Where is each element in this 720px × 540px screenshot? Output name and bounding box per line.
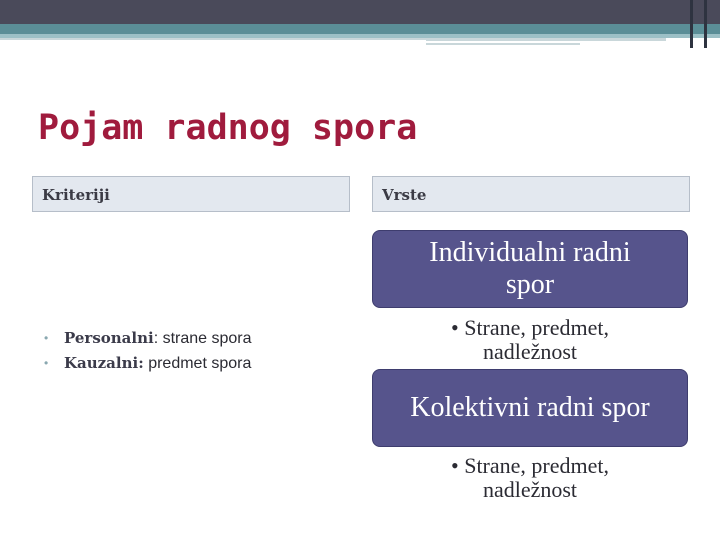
bullet-icon: • (44, 331, 49, 345)
type-detail-collective (372, 454, 688, 502)
types-header-label: Vrste (382, 186, 427, 204)
decorative-stripe (426, 38, 666, 41)
type-label: Individualni radni spor (429, 237, 631, 300)
type-detail-individual (372, 316, 688, 364)
criteria-item-personal (44, 326, 252, 351)
criteria-description: predmet spora (148, 355, 252, 372)
slide-title: Pojam radnog spora (38, 108, 418, 148)
top-bar-mark (690, 0, 693, 48)
top-bar-accent (0, 24, 720, 34)
decorative-stripe (0, 38, 430, 40)
type-detail-line: • Strane, predmet, (451, 453, 609, 478)
type-detail-line: nadležnost (482, 477, 578, 502)
type-detail-line: • Strane, predmet, (451, 315, 609, 340)
criteria-header (32, 176, 350, 212)
top-bar-mark (704, 0, 707, 48)
criteria-list (44, 326, 252, 376)
criteria-item-causal (44, 351, 252, 376)
top-bar (0, 0, 720, 24)
bullet-icon: • (44, 356, 49, 370)
type-detail-line: nadležnost (482, 339, 578, 364)
types-header (372, 176, 690, 212)
criteria-term: Personalni (64, 329, 154, 347)
criteria-header-label: Kriteriji (42, 186, 110, 204)
criteria-term: Kauzalni: (64, 354, 144, 372)
type-box-individual (372, 230, 688, 308)
decorative-stripe (426, 43, 580, 45)
type-label: Kolektivni radni spor (410, 392, 650, 423)
type-box-collective (372, 369, 688, 447)
criteria-description: strane spora (162, 330, 252, 347)
criteria-separator: : (153, 330, 163, 347)
